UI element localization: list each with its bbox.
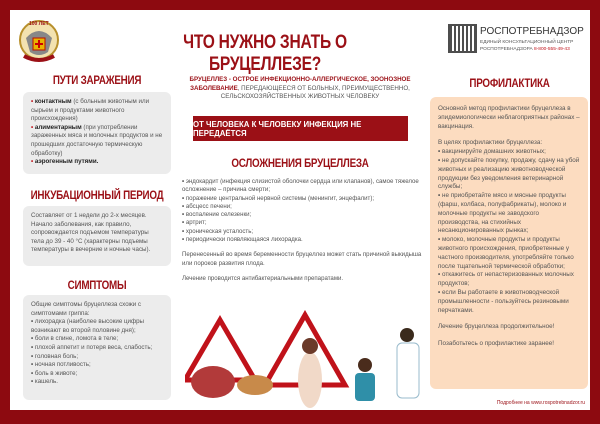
- intro-rest: , ПЕРЕДАЮЩЕЕСЯ ОТ БОЛЬНЫХ, ПРЕИМУЩЕСТВЕННО, СЕЛЬСКОХОЗЯЙСТВЕННЫХ ЖИВОТНЫХ ЧЕЛОВЕКУ: [220, 84, 410, 100]
- list-item: [31, 361, 163, 370]
- item-text: если Вы работаете в животноводческой промышленности - пользуйтесь резиновыми перчатками.: [438, 288, 569, 314]
- dog-icon: [237, 375, 273, 395]
- patient-icon: [358, 358, 372, 372]
- list-item: [182, 211, 422, 219]
- routes-panel: [23, 92, 171, 174]
- bullet-icon: •: [438, 288, 442, 296]
- prevention-p2: Лечение бруцеллеза продолжительное!: [438, 323, 555, 331]
- list-item: [31, 344, 163, 353]
- list-item: [31, 124, 163, 158]
- item-text: периодически появляющаяся лихорадка.: [185, 236, 303, 244]
- bullet-icon: •: [31, 123, 35, 131]
- org-name: РОСПОТРЕБНАДЗОР: [480, 26, 584, 37]
- list-item: [31, 318, 163, 335]
- item-text: боли в спине, ломота в теле;: [34, 335, 119, 343]
- list-item: [182, 203, 422, 211]
- item-bold: аэрогенным путями.: [34, 158, 99, 166]
- item-text: (с больным животным или сырьем и продуктами животного происхождения): [31, 98, 150, 123]
- list-item: [182, 219, 422, 227]
- bullet-icon: •: [31, 352, 35, 360]
- prevention-intro: В целях профилактики бруцеллеза:: [438, 139, 543, 147]
- list-item: [182, 195, 422, 203]
- bullet-icon: •: [31, 361, 35, 369]
- item-text: воспаление селезенки;: [185, 211, 252, 219]
- complications-heading: ОСЛОЖНЕНИЯ БРУЦЕЛЛЕЗА: [231, 156, 369, 170]
- prevention-panel: [430, 97, 588, 389]
- item-text: эндокардит (инфекция слизистой оболочки сердца или клапанов), самое тяжелое осложнение – причина смерти;: [182, 178, 419, 194]
- bullet-icon: •: [31, 98, 35, 105]
- hotline-line1: ЕДИНЫЙ КОНСУЛЬТАЦИОННЫЙ ЦЕНТР: [480, 40, 574, 45]
- prevention-p1: Основной метод профилактики бруцеллеза в эпидемиологически неблагоприятных районах – вакцинация.: [438, 105, 580, 130]
- item-text: откажитесь от непастеризованных молочных продуктов;: [438, 271, 574, 288]
- item-text: лихорадка (наиболее высокие цифры возникают во второй половине дня);: [31, 318, 144, 334]
- list-item: [182, 178, 422, 195]
- logo-text: 100 ЛЕТ: [29, 21, 49, 27]
- footer-link[interactable]: Подробнее на www.rospotrebnadzor.ru: [496, 400, 585, 406]
- intro-bold: БРУЦЕЛЛЕЗ - ОСТРОЕ ИНФЕКЦИОННО-АЛЛЕРГИЧЕСКОЕ, ЗООНОЗНОЕ ЗАБОЛЕВАНИЕ: [189, 76, 411, 92]
- bullet-icon: •: [31, 369, 35, 377]
- bullet-icon: •: [182, 211, 186, 219]
- item-text: артрит;: [185, 219, 207, 227]
- prevention-heading: ПРОФИЛАКТИКА: [469, 76, 550, 90]
- bullet-icon: •: [31, 158, 35, 166]
- list-item: [438, 148, 580, 157]
- item-text: абсцесс печени;: [185, 202, 232, 210]
- poster: [10, 10, 590, 410]
- item-text: не приобретайте мясо и мясные продукты (фарш, колбаса, полуфабрикаты), молоко и молочные продукты не заводского производства, на стихийных несанкционированных рынках;: [438, 192, 567, 235]
- symptoms-intro: Общие симптомы бруцеллеза схожи с симптомами гриппа:: [31, 301, 141, 317]
- routes-heading: ПУТИ ЗАРАЖЕНИЯ: [52, 73, 142, 87]
- bullet-icon: •: [182, 178, 186, 185]
- bullet-icon: •: [438, 236, 442, 244]
- prevention-p3: Позаботьтесь о профилактике заранее!: [438, 340, 554, 348]
- item-text: боль в животе;: [34, 369, 78, 377]
- bullet-icon: •: [438, 271, 442, 279]
- qr-code: [450, 26, 475, 51]
- list-item: [438, 289, 580, 315]
- complications-text: [182, 178, 422, 283]
- bullet-icon: •: [182, 227, 186, 235]
- no-transmission-banner: [193, 116, 408, 141]
- bullet-icon: •: [182, 202, 186, 210]
- bullet-icon: •: [438, 192, 442, 200]
- bullet-icon: •: [31, 335, 35, 343]
- item-text: вакцинируйте домашних животных;: [441, 148, 546, 156]
- item-bold: алиментарным: [34, 123, 82, 131]
- list-item: [438, 192, 580, 236]
- list-item: [31, 98, 163, 124]
- bullet-icon: •: [182, 236, 186, 244]
- bullet-icon: •: [182, 219, 186, 227]
- item-bold: контактным: [34, 98, 72, 105]
- banner-text: ОТ ЧЕЛОВЕКА К ЧЕЛОВЕКУ ИНФЕКЦИЯ НЕ ПЕРЕДАЁТСЯ: [193, 119, 362, 138]
- item-text: не допускайте покупку, продажу, сдачу на убой животных и реализацию животноводческой продукции без уведомления ветеринарной службы;: [438, 156, 580, 191]
- hotline-org: РОСПОТРЕБНАДЗОРА: [480, 47, 533, 52]
- bullet-icon: •: [31, 378, 35, 386]
- bullet-icon: •: [31, 318, 35, 326]
- page-title: ЧТО НУЖНО ЗНАТЬ О БРУЦЕЛЛЕЗЕ?: [183, 32, 347, 75]
- list-item: [31, 370, 163, 379]
- treatment-note: Лечение проводится антибактериальными препаратами.: [182, 274, 344, 282]
- bullet-icon: •: [438, 156, 442, 164]
- doctor-icon: [400, 328, 414, 342]
- emblem-logo: [18, 16, 60, 64]
- list-item: [31, 353, 163, 362]
- symptoms-heading: СИМПТОМЫ: [67, 278, 127, 292]
- list-item: [182, 236, 422, 244]
- item-text: хроническая усталость;: [185, 227, 254, 235]
- item-text: поражение центральной нервной системы (менингит, энцефалит);: [185, 194, 375, 202]
- list-item: [31, 335, 163, 344]
- list-item: [182, 228, 422, 236]
- list-item: [438, 271, 580, 289]
- incubation-panel: [23, 206, 171, 266]
- item-text: (при употреблении зараженных мяса и молочных продуктов и не прошедших достаточную термическую обработку): [31, 123, 163, 157]
- item-text: ночная потливость;: [34, 361, 91, 369]
- bullet-icon: •: [182, 194, 186, 202]
- list-item: [438, 157, 580, 192]
- item-text: молоко, молочные продукты и продукты животного происхождения, приобретенные у частного производителя, употребляйте только после тщательной термической обработки;: [438, 236, 574, 270]
- list-item: [438, 236, 580, 271]
- bullet-icon: •: [31, 343, 35, 351]
- hotline-phone[interactable]: 8-800-555-49-43: [534, 47, 570, 52]
- illustration: [185, 310, 430, 410]
- symptoms-panel: [23, 295, 171, 400]
- item-text: кашель.: [34, 378, 58, 386]
- incubation-heading: ИНКУБАЦИОННЫЙ ПЕРИОД: [30, 188, 164, 202]
- pregnant-woman-icon: [298, 352, 322, 408]
- list-item: [31, 158, 163, 167]
- bullet-icon: •: [438, 148, 442, 156]
- incubation-text: Составляет от 1 недели до 2-х месяцев. Начало заболевания, как правило, сопровождается подъемом температуры тела до 39 - 40 °С (характерны подъемы температуры в вечерние и ночные часы).: [31, 212, 151, 254]
- meat-icon: [191, 366, 235, 398]
- pregnancy-note: Перенесенный во время беременности бруцеллез может стать причиной выкидыша или пороков развития плода.: [182, 251, 422, 267]
- hotline-line2: [480, 47, 570, 52]
- item-text: головная боль;: [34, 352, 79, 360]
- item-text: плохой аппетит и потеря веса, слабость;: [34, 343, 153, 351]
- list-item: [31, 378, 163, 387]
- intro-text: [182, 76, 418, 102]
